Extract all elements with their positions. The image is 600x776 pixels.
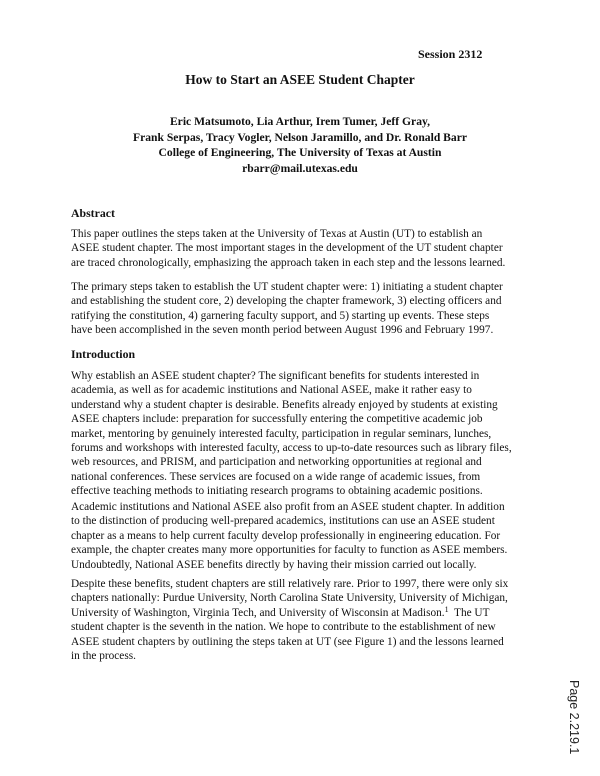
text-line: have been accomplished in the seven month period between August 1996 and February 1997. — [71, 324, 494, 337]
contact-email: rbarr@mail.utexas.edu — [242, 161, 358, 175]
text-line: in the process. — [71, 650, 136, 663]
introduction-paragraph-3 — [71, 577, 508, 663]
session-number: Session 2312 — [418, 47, 483, 61]
text-line: to the distinction of producing well-prepared academics, institutions can use an ASEE student — [71, 515, 495, 528]
text-line: ASEE chapters include: preparation for successfully entering the competitive academic job — [71, 413, 483, 426]
paper-title: How to Start an ASEE Student Chapter — [185, 72, 415, 87]
text-line — [71, 606, 508, 620]
introduction-paragraph-1 — [71, 369, 512, 499]
text-line: and establishing the student core, 2) developing the chapter framework, 3) electing officers and — [71, 295, 502, 308]
text-line: web resources, and PRISM, and participation and networking opportunities at regional and — [71, 456, 482, 469]
text-line: ratifying the constitution, 4) garnering faculty support, and 5) starting up events. These steps — [71, 309, 490, 322]
text-line: ASEE student chapters by outlining the steps taken at UT (see Figure 1) and the lessons learned — [71, 635, 504, 648]
footnote-ref[interactable]: 1 — [444, 604, 449, 614]
abstract-paragraph-2 — [71, 280, 503, 338]
text-line: The primary steps taken to establish the UT student chapter were: 1) initiating a student chapter — [71, 281, 503, 293]
abstract-paragraph-1 — [71, 227, 505, 270]
text-line: understand why a student chapter is desirable. Benefits already enjoyed by students at existing — [71, 398, 498, 411]
text-line: academia, as well as for academic institutions and National ASEE, make it rather easy to — [71, 384, 472, 397]
affiliation: College of Engineering, The University of Texas at Austin — [158, 146, 442, 160]
text-line: market, mentoring by genuinely interested faculty, participation in regular seminars, lunches, — [71, 427, 492, 440]
text-line: effective teaching methods to initiating research programs to obtaining academic positions. — [71, 485, 483, 498]
text-line: chapter as a means to help current faculty develop professionally in engineering education. For — [71, 529, 501, 542]
text-line: ASEE student chapter. The most important stages in the development of the UT student chapter — [71, 242, 503, 255]
introduction-paragraph-2 — [71, 500, 507, 572]
page-number: Page 2.219.1 — [567, 680, 581, 755]
text-line: chapters nationally: Purdue University, North Carolina State University, University of Michigan, — [71, 592, 508, 605]
abstract-heading: Abstract — [71, 206, 115, 220]
author-block — [0, 114, 600, 176]
text-line: are traced chronologically, emphasizing the approach taken in each step and the lessons learned. — [71, 256, 506, 269]
text-line: forums and workshops with interested faculty, access to up-to-date resources such as library files, — [71, 442, 512, 455]
text-line: Undoubtedly, National ASEE benefits directly by having their mission carried out locally. — [71, 558, 477, 571]
text-line: student chapter is the seventh in the nation. We hope to contribute to the establishment of new — [71, 621, 496, 634]
text-line: This paper outlines the steps taken at the University of Texas at Austin (UT) to establish an — [71, 228, 483, 240]
text-line: Why establish an ASEE student chapter? The significant benefits for students interested in — [71, 370, 480, 382]
introduction-heading: Introduction — [71, 347, 136, 361]
author-line: Eric Matsumoto, Lia Arthur, Irem Tumer, Jeff Gray, — [169, 115, 431, 128]
text-span: The UT — [448, 606, 490, 619]
author-line: Frank Serpas, Tracy Vogler, Nelson Jaramillo, and Dr. Ronald Barr — [133, 130, 467, 144]
text-line: example, the chapter creates many more opportunities for faculty to function as ASEE members. — [71, 544, 508, 557]
text-line: Despite these benefits, student chapters are still relatively rare. Prior to 1997, there were only six — [71, 578, 509, 590]
text-span: University of Washington, Virginia Tech, and University of Wisconsin at Madison. — [71, 606, 445, 619]
text-line: national conferences. These services are focused on a wide range of academic issues, from — [71, 470, 481, 483]
text-line: Academic institutions and National ASEE also profit from an ASEE student chapter. In addition — [71, 501, 505, 513]
